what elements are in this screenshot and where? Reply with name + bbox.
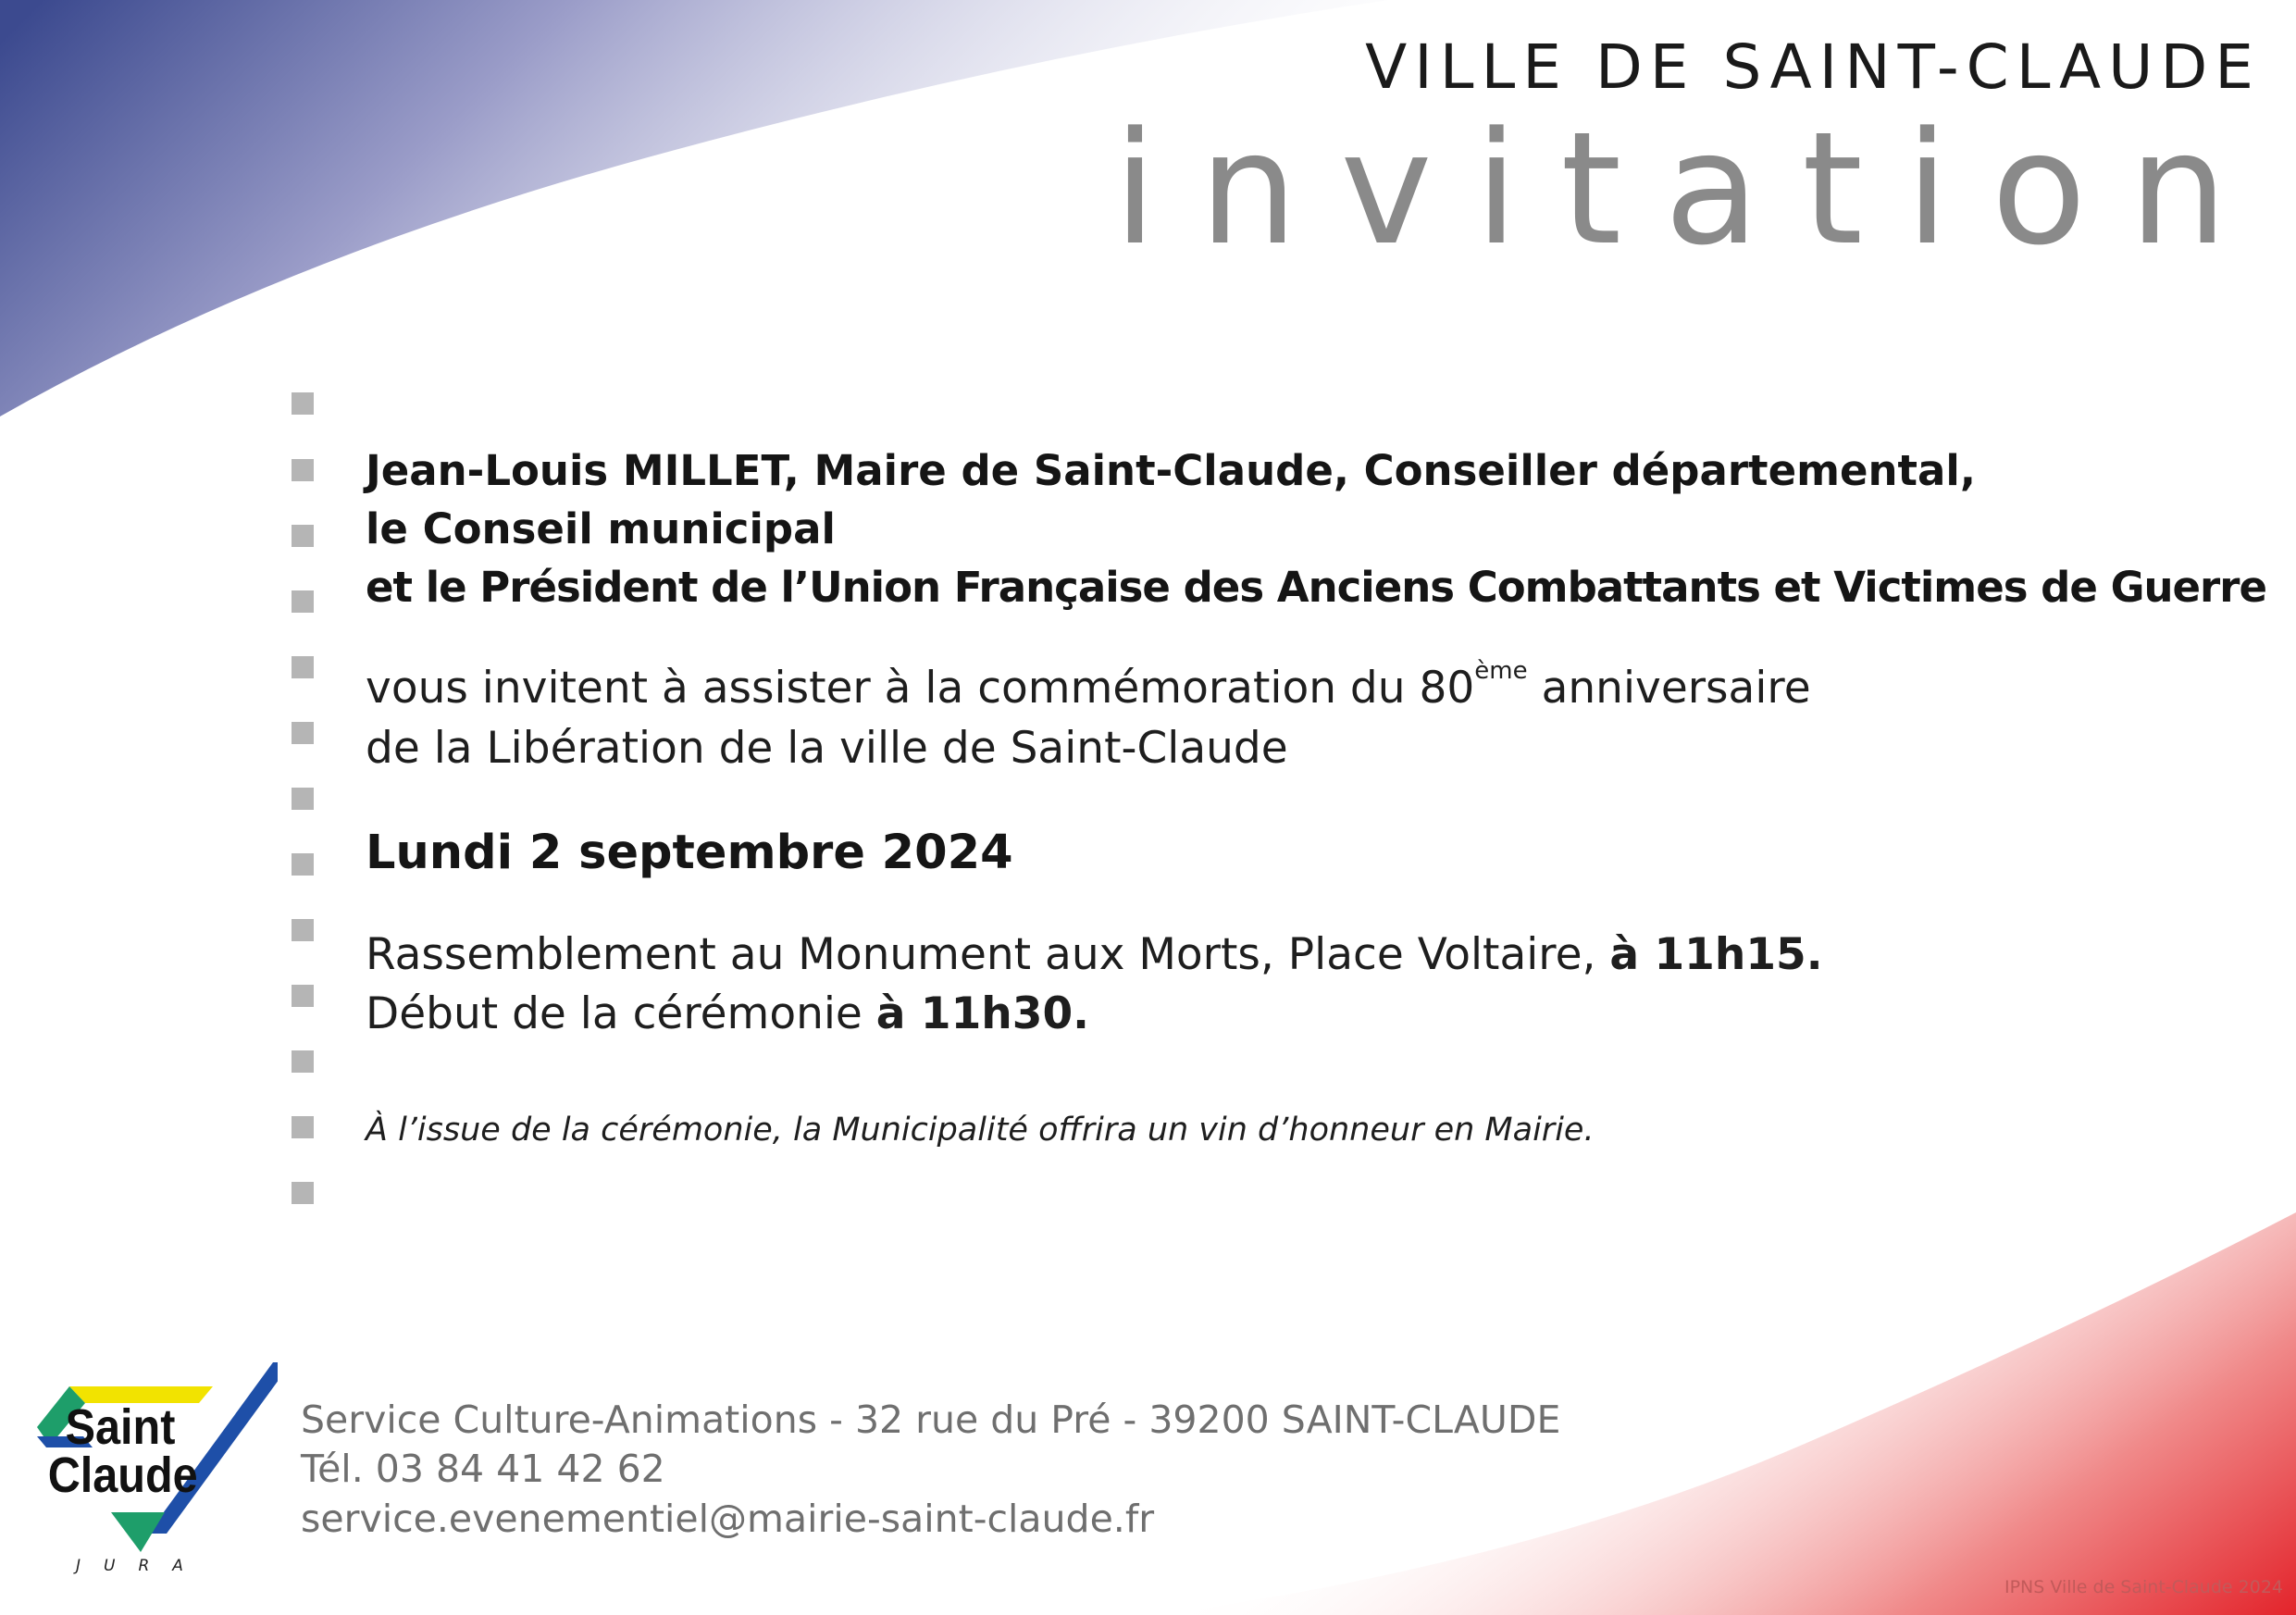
contact-email[interactable]: service.evenementiel@mairie-saint-claude.fr (301, 1497, 1155, 1541)
bullet-square (292, 392, 314, 415)
logo-word-claude: Claude (47, 1446, 198, 1503)
ceremony-line (366, 988, 1089, 1039)
reception-note: À l’issue de la cérémonie, la Municipalité offrira un vin d’honneur en Mairie. (366, 1112, 1595, 1149)
bullet-square (292, 722, 314, 744)
gathering-text: Rassemblement au Monument aux Morts, Place Voltaire, (366, 929, 1610, 980)
invite-text-end: anniversaire (1527, 663, 1811, 714)
ceremony-time: à 11h30. (875, 988, 1090, 1039)
bullet-square (292, 1182, 314, 1204)
city-name: VILLE DE SAINT-CLAUDE (1365, 31, 2261, 103)
invite-line-2: de la Libération de la ville de Saint-Claude (366, 723, 1288, 774)
event-date: Lundi 2 septembre 2024 (366, 826, 1013, 880)
bullet-square (292, 985, 314, 1007)
gathering-line (366, 929, 1823, 980)
page-title: invitation (1113, 98, 2270, 280)
bullet-square (292, 788, 314, 810)
bullet-square (292, 656, 314, 678)
invite-line-1 (366, 657, 1811, 714)
bullet-square (292, 853, 314, 876)
contact-address: Service Culture-Animations - 32 rue du Pré - 39200 SAINT-CLAUDE (301, 1398, 1561, 1442)
logo-region: JURA (76, 1557, 206, 1575)
bullet-square (292, 590, 314, 613)
saint-claude-logo (37, 1362, 278, 1575)
hosts-line-1: Jean-Louis MILLET, Maire de Saint-Claude, Conseiller départemental, (366, 446, 1976, 495)
bullet-square (292, 919, 314, 941)
bullet-square (292, 1050, 314, 1073)
hosts-line-2: le Conseil municipal (366, 504, 836, 553)
bullet-square (292, 525, 314, 547)
ordinal-suffix: ème (1474, 657, 1528, 685)
contact-phone: Tél. 03 84 41 42 62 (301, 1447, 665, 1491)
ipns-mention: IPNS Ville de Saint-Claude 2024 (2004, 1577, 2283, 1597)
bullet-square (292, 1116, 314, 1138)
ceremony-text: Début de la cérémonie (366, 988, 876, 1039)
hosts-line-3: et le Président de l’Union Française des Anciens Combattants et Victimes de Guerre (366, 563, 2266, 612)
gathering-time: à 11h15. (1609, 929, 1823, 980)
invite-text: vous invitent à assister à la commémoration du 80 (366, 663, 1475, 714)
logo-word-saint: Saint (65, 1398, 176, 1455)
bullet-square (292, 459, 314, 481)
